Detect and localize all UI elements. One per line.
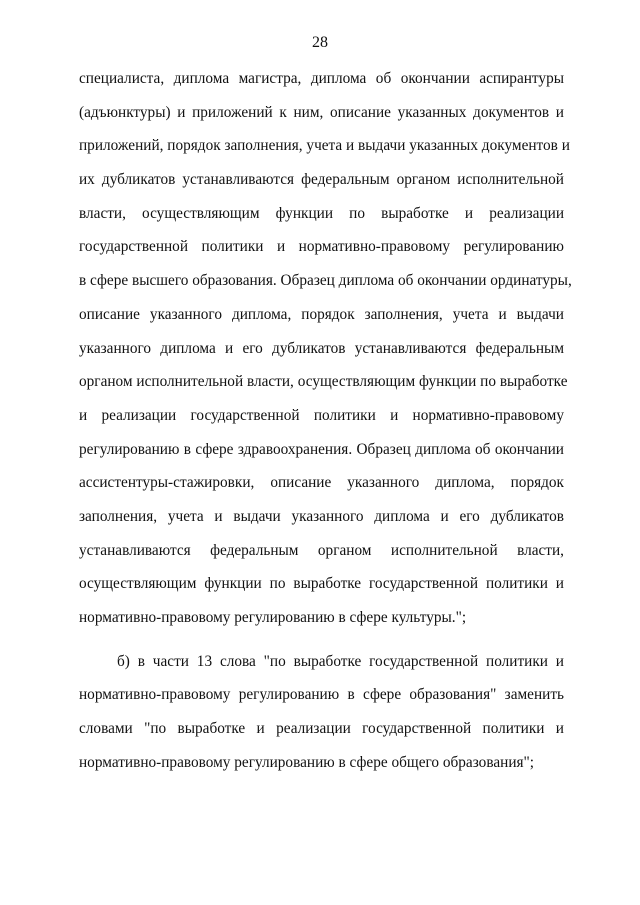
text-line: регулированию в сфере здравоохранения. Образец диплома об окончании xyxy=(79,440,564,458)
page-number: 28 xyxy=(312,34,328,51)
document-body xyxy=(79,69,572,786)
text-line: государственной политики и нормативно-правовому регулированию xyxy=(79,238,564,256)
text-line: заполнения, учета и выдачи указанного диплома и его дубликатов xyxy=(79,507,564,525)
text-line: в сфере высшего образования. Образец диплома об окончании ординатуры, xyxy=(79,272,572,290)
paragraph-gap xyxy=(79,642,564,652)
text-line: власти, осуществляющим функции по выработке и реализации xyxy=(79,204,564,222)
text-line: нормативно-правовому регулированию в сфере общего образования"; xyxy=(79,753,535,771)
text-line: органом исполнительной власти, осуществляющим функции по выработке xyxy=(79,373,568,391)
text-line: их дубликатов устанавливаются федеральным органом исполнительной xyxy=(79,171,564,189)
text-line: указанного диплома и его дубликатов устанавливаются федеральным xyxy=(79,339,564,357)
text-line: устанавливаются федеральным органом исполнительной власти, xyxy=(79,541,564,559)
text-line: и реализации государственной политики и нормативно-правовому xyxy=(79,406,564,424)
text-line: описание указанного диплома, порядок заполнения, учета и выдачи xyxy=(79,305,564,323)
text-line: б) в части 13 слова "по выработке государственной политики и xyxy=(117,652,564,670)
text-line: специалиста, диплома магистра, диплома об окончании аспирантуры xyxy=(79,70,564,87)
text-line: нормативно-правовому регулированию в сфере культуры."; xyxy=(79,609,467,626)
text-line: нормативно-правовому регулированию в сфере образования" заменить xyxy=(79,686,564,704)
paragraph-2 xyxy=(79,652,564,787)
text-line: (адъюнктуры) и приложений к ним, описание указанных документов и xyxy=(79,103,564,121)
text-line: осуществляющим функции по выработке государственной политики и xyxy=(79,575,564,593)
text-line: ассистентуры-стажировки, описание указанного диплома, порядок xyxy=(79,474,564,492)
paragraph-1 xyxy=(79,69,572,642)
text-line: приложений, порядок заполнения, учета и выдачи указанных документов и xyxy=(79,137,570,155)
text-line: словами "по выработке и реализации государственной политики и xyxy=(79,720,564,738)
